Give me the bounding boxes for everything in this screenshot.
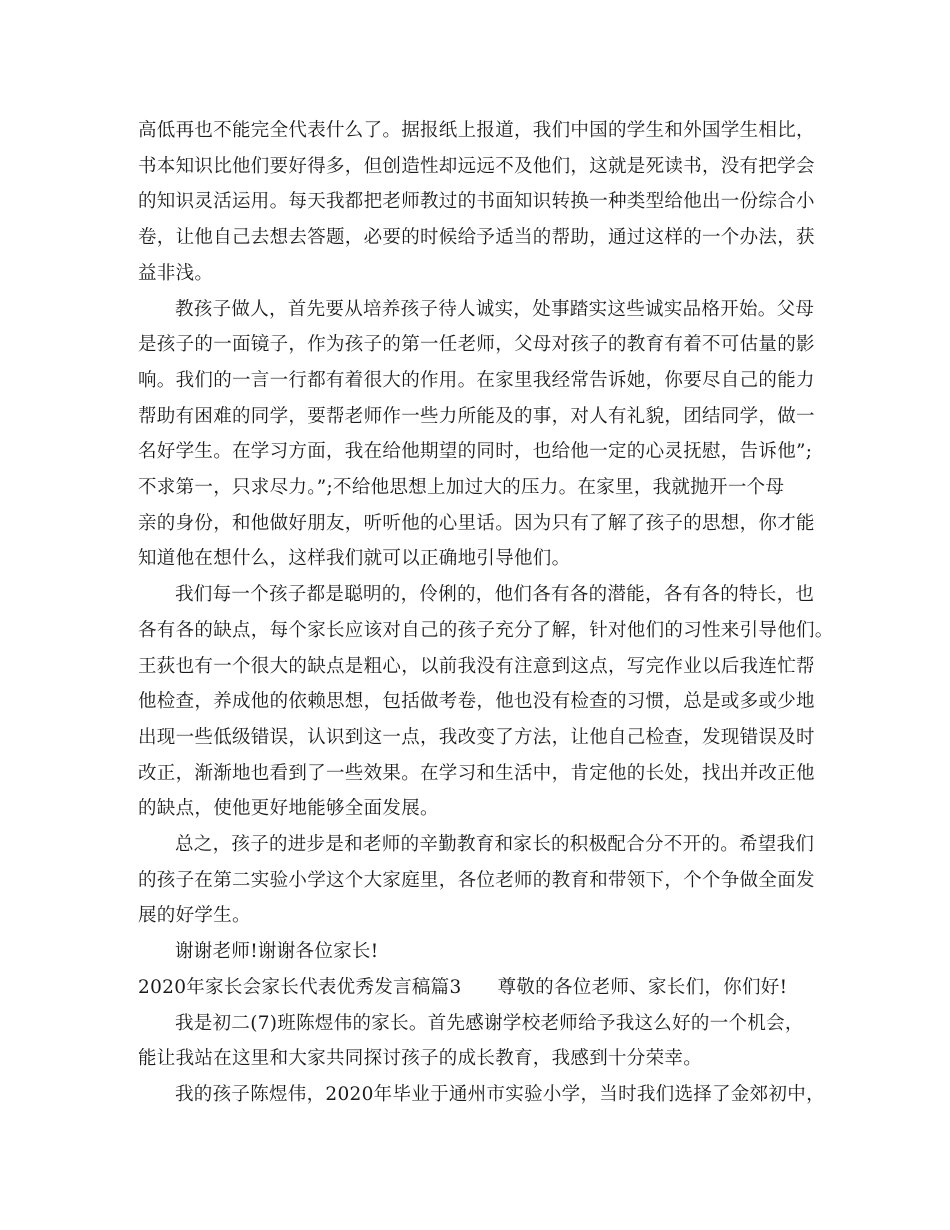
text-line: 出现一些低级错误，认识到这一点，我改变了方法，让他自己检查，发现错误及时 xyxy=(138,726,815,748)
text-line: 的孩子在第二实验小学这个大家庭里，各位老师的教育和带领下，个个争做全面发 xyxy=(138,869,815,891)
paragraph-1 xyxy=(138,113,828,292)
text-line: 我的孩子陈煜伟，2020年毕业于通州市实验小学，当时我们选择了金郊初中， xyxy=(175,1083,825,1105)
text-line: 帮助有困难的同学，要帮老师作一些力所能及的事，对人有礼貌，团结同学，做一 xyxy=(138,405,815,427)
section-title: 2020年家长会家长代表优秀发言稿篇3 xyxy=(138,976,462,998)
text-line: 改正，渐渐地也看到了一些效果。在学习和生活中，肯定他的长处，找出并改正他 xyxy=(138,762,815,784)
paragraph-4 xyxy=(138,827,828,934)
text-line: 各有各的缺点，每个家长应该对自己的孩子充分了解，针对他们的习性来引导他们。 xyxy=(138,619,834,641)
text-line: 高低再也不能完全代表什么了。据报纸上报道，我们中国的学生和外国学生相比， xyxy=(138,120,815,141)
text-line: 亲的身份，和他做好朋友，听听他的心里话。因为只有了解了孩子的思想，你才能 xyxy=(138,512,815,534)
paragraph-3 xyxy=(138,577,834,827)
paragraph-7 xyxy=(138,1077,828,1113)
text-line: 谢谢老师!谢谢各位家长! xyxy=(175,941,379,963)
text-line: 卷，让他自己去想去答题，必要的时候给予适当的帮助，通过这样的一个办法，获 xyxy=(138,227,815,249)
text-line: 教孩子做人，首先要从培养孩子待人诚实，处事踏实这些诚实品格开始。父母 xyxy=(175,298,815,320)
text-line: 书本知识比他们要好得多，但创造性却远远不及他们，这就是死读书，没有把学会 xyxy=(138,155,815,177)
text-line: 响。我们的一言一行都有着很大的作用。在家里我经常告诉她，你要尽自己的能力 xyxy=(138,369,815,391)
text-line: 知道他在想什么，这样我们就可以正确地引导他们。 xyxy=(138,548,571,570)
text-line: 王荻也有一个很大的缺点是粗心，以前我没有注意到这点，写完作业以后我连忙帮 xyxy=(138,655,815,677)
greeting: 尊敬的各位老师、家长们，你们好! xyxy=(497,976,788,998)
text-line: 我是初二(7)班陈煜伟的家长。首先感谢学校老师给予我这么好的一个机会， xyxy=(175,1012,804,1034)
text-line: 的知识灵活运用。每天我都把老师教过的书面知识转换一种类型给他出一份综合小 xyxy=(138,191,815,213)
paragraph-5 xyxy=(138,934,828,970)
text-line: 不求第一，只求尽力。”;不给他思想上加过大的压力。在家里，我就抛开一个母 xyxy=(138,477,785,499)
text-line: 益非浅。 xyxy=(138,262,214,284)
paragraph-6 xyxy=(138,1006,828,1077)
text-line: 的缺点，使他更好地能够全面发展。 xyxy=(138,798,439,820)
text-line: 我们每一个孩子都是聪明的，伶俐的，他们各有各的潜能，各有各的特长，也 xyxy=(175,584,815,606)
text-line: 能让我站在这里和大家共同探讨孩子的成长教育，我感到十分荣幸。 xyxy=(138,1048,703,1070)
section-title-line xyxy=(138,970,828,1006)
document-body xyxy=(138,113,834,1113)
paragraph-2 xyxy=(138,292,828,578)
text-line: 他检查，养成他的依赖思想，包括做考卷，他也没有检查的习惯，总是或多或少地 xyxy=(138,691,815,713)
text-line: 是孩子的一面镜子，作为孩子的第一任老师，父母对孩子的教育有着不可估量的影 xyxy=(138,334,815,356)
text-line: 总之，孩子的进步是和老师的辛勤教育和家长的积极配合分不开的。希望我们 xyxy=(175,834,815,856)
text-line: 名好学生。在学习方面，我在给他期望的同时，也给他一定的心灵抚慰，告诉他”; xyxy=(138,441,813,463)
text-line: 展的好学生。 xyxy=(138,905,251,927)
